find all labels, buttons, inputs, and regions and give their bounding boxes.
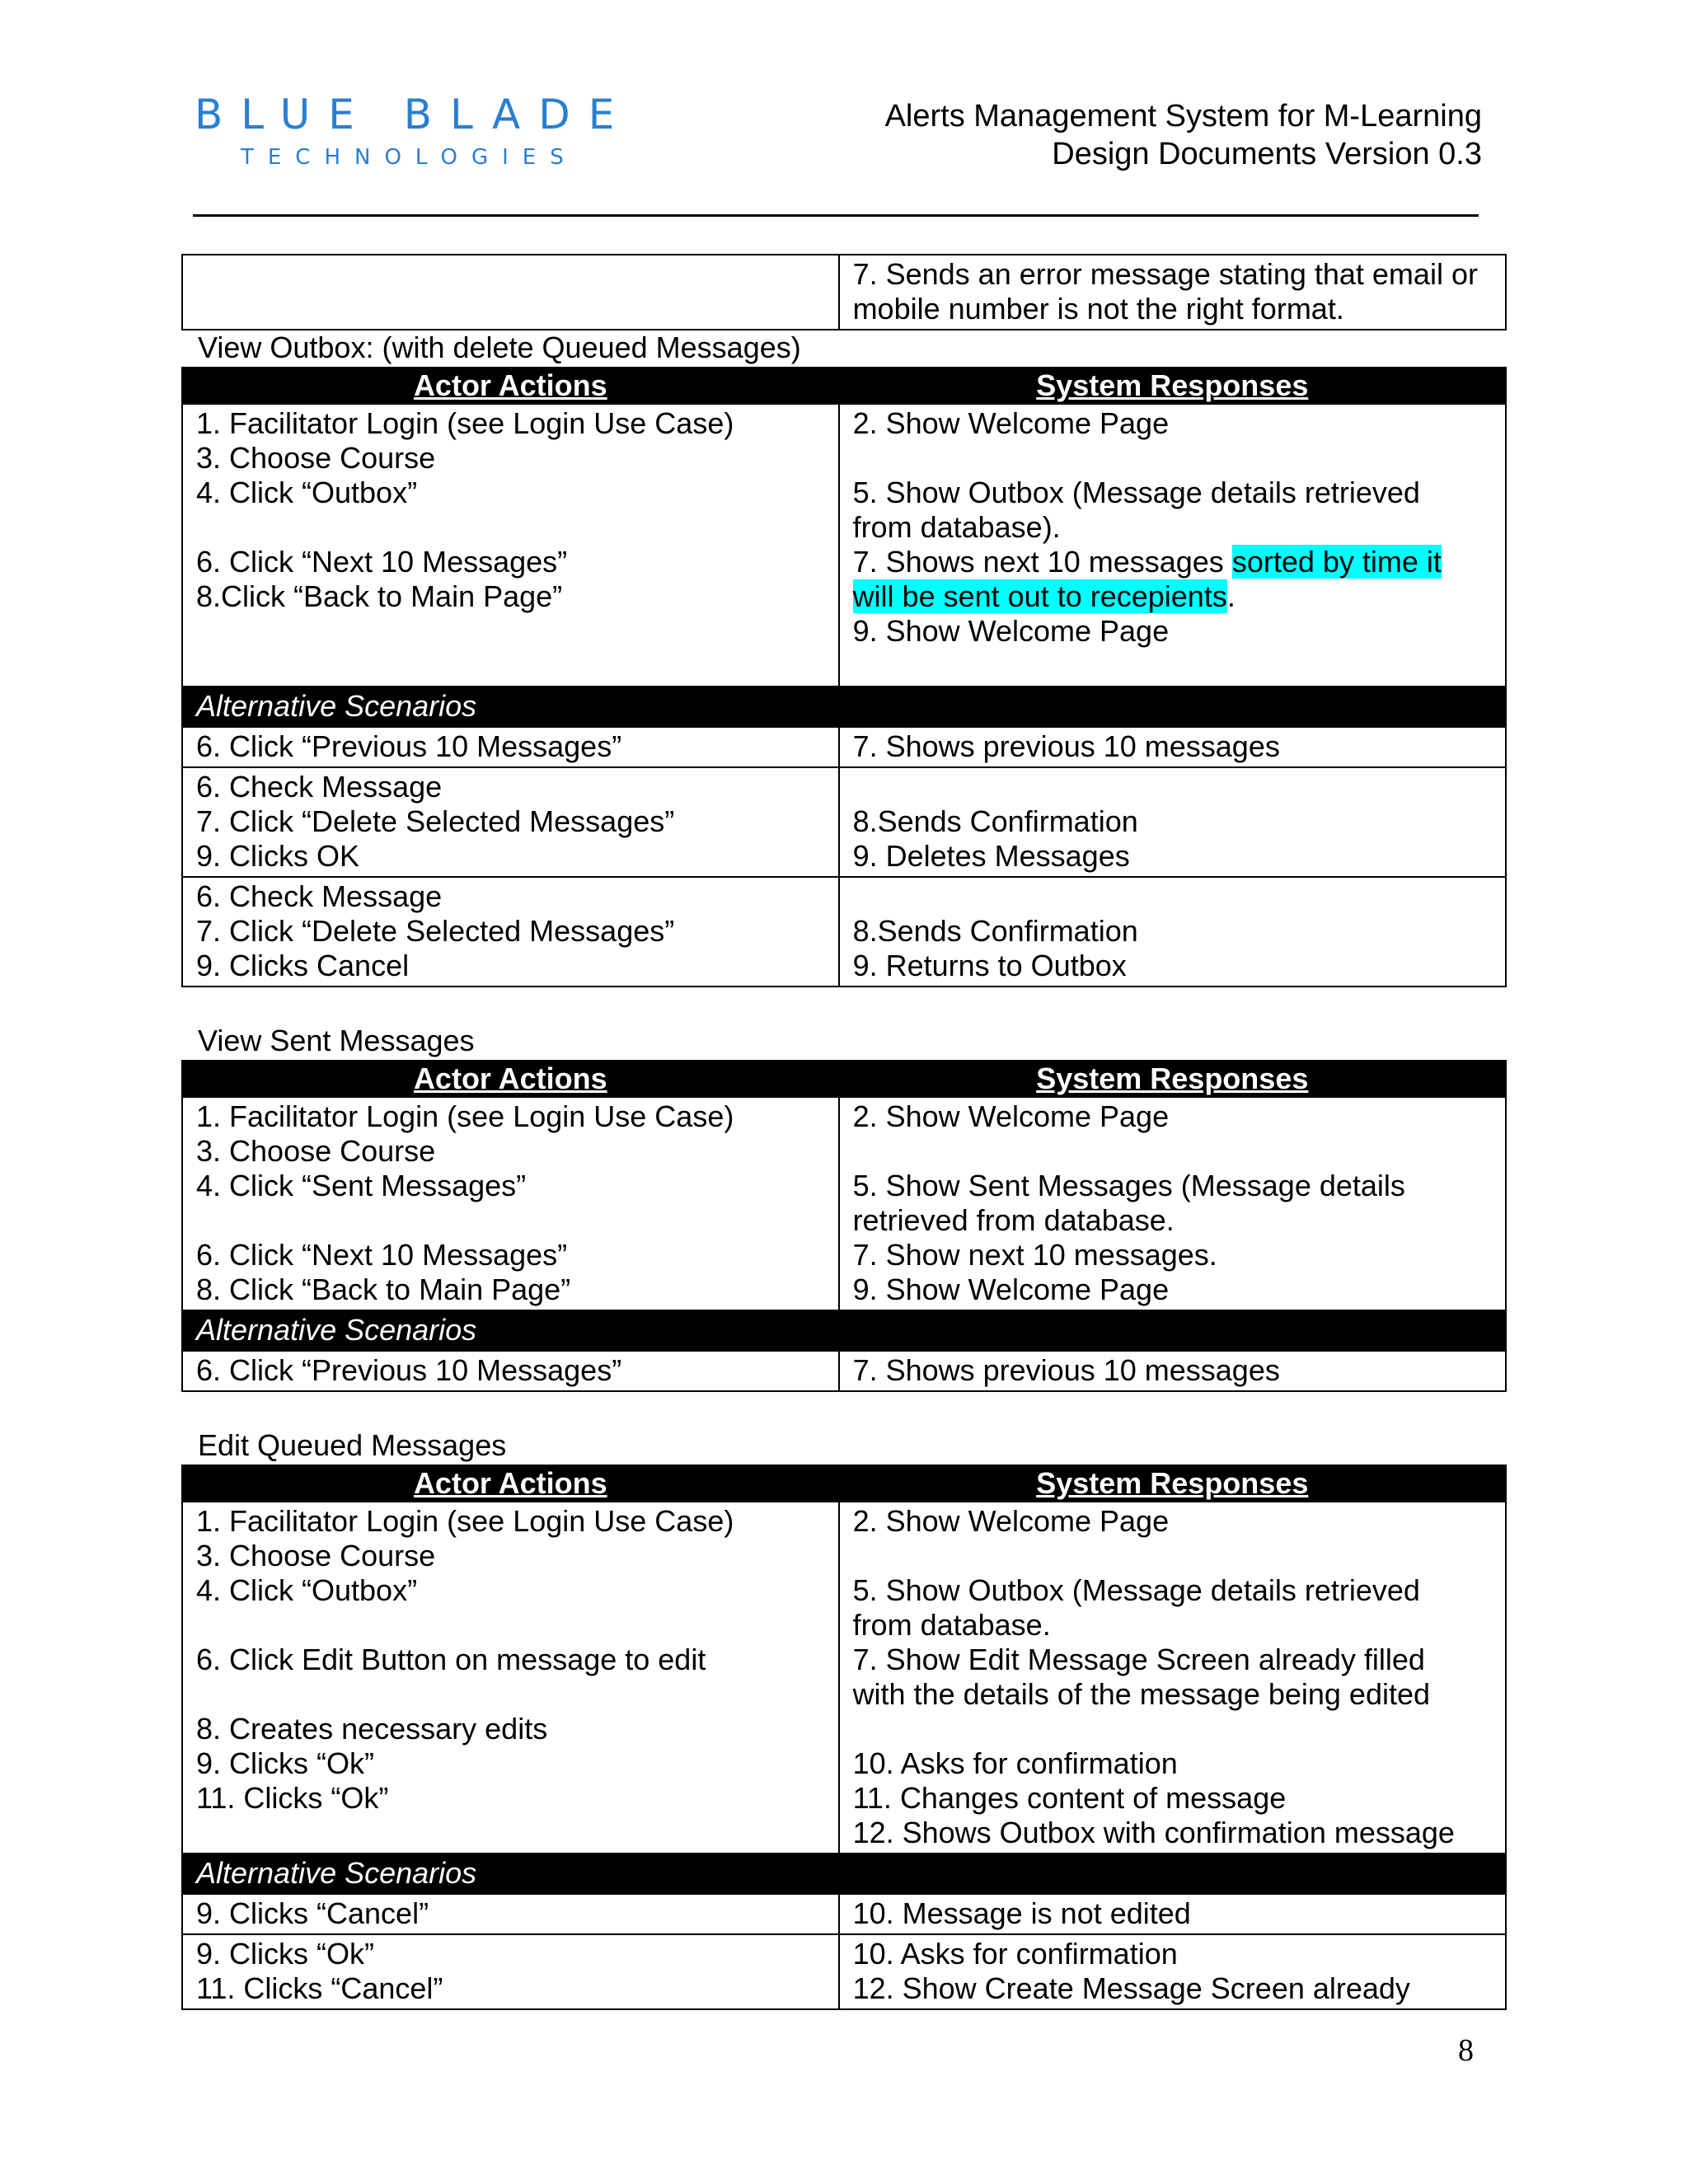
cell-line (196, 614, 825, 649)
actor-cell (182, 255, 839, 330)
table-row (182, 1097, 1506, 1310)
cell-line: 1. Facilitator Login (see Login Use Case) (196, 1504, 734, 1538)
cell-line: 2. Show Welcome Page (852, 1504, 1170, 1538)
system-cell (839, 1351, 1506, 1391)
cell-line: 4. Click “Sent Messages” (196, 1169, 527, 1202)
cell-line: 6. Check Message (196, 879, 443, 913)
cell-line: 11. Clicks “Ok” (196, 1781, 389, 1815)
cell-line: 10. Asks for confirmation (852, 1937, 1178, 1971)
cell-line: 4. Click “Outbox” (196, 1573, 418, 1607)
cell-line: 6. Check Message (196, 770, 443, 804)
cell-line (196, 649, 825, 683)
cell-line (196, 1816, 825, 1850)
cell-line: 8.Sends Confirmation (852, 804, 1138, 838)
table-row (182, 255, 1506, 330)
cell-line: 8.Click “Back to Main Page” (196, 579, 563, 613)
table-row (182, 1502, 1506, 1854)
line-text: . (1226, 579, 1236, 613)
alt-scenarios-label: Alternative Scenarios (182, 1854, 839, 1894)
alt-scenarios-label: Alternative Scenarios (182, 687, 839, 727)
cell-line (853, 1539, 1492, 1573)
actor-cell (182, 1097, 839, 1310)
cell-line: 10. Asks for confirmation (852, 1746, 1178, 1780)
continued-table (181, 254, 1507, 330)
cell-line: 9. Returns to Outbox (852, 949, 1127, 982)
section-caption-sent: View Sent Messages (198, 1024, 475, 1057)
cell-line (853, 649, 1492, 683)
cell-line: 6. Click “Next 10 Messages” (196, 545, 568, 579)
table-row (182, 1934, 1506, 2009)
page-number: 8 (1458, 2033, 1474, 2068)
cell-line: 5. Show Sent Messages (Message details (852, 1169, 1405, 1202)
table-row (182, 1894, 1506, 1934)
cell-line: 6. Click Edit Button on message to edit (196, 1643, 706, 1676)
cell-line: 9. Deletes Messages (852, 839, 1130, 873)
cell-line: 2. Show Welcome Page (852, 406, 1170, 440)
table-row (182, 404, 1506, 687)
alt-scenarios-blank (839, 1854, 1506, 1894)
cell-line: with the details of the message being edited (852, 1677, 1431, 1711)
actor-cell (182, 1934, 839, 2009)
cell-line: 9. Clicks “Ok” (196, 1746, 374, 1780)
cell-line: retrieved from database. (852, 1203, 1175, 1237)
title-line-1: Alerts Management System for M-Learning (884, 99, 1482, 134)
cell-line: 7. Show next 10 messages. (852, 1238, 1217, 1272)
cell-line: 8.Sends Confirmation (852, 914, 1138, 948)
cell-line (853, 1712, 1492, 1746)
section-caption-outbox: View Outbox: (with delete Queued Messages) (198, 330, 801, 364)
system-responses-header: System Responses (839, 1465, 1506, 1502)
cell-line: from database. (852, 1608, 1051, 1642)
alt-scenarios-row (182, 1310, 1506, 1351)
line-text: 7. Shows next 10 messages (852, 545, 1232, 579)
title-line-2: Design Documents Version 0.3 (1052, 137, 1482, 171)
system-cell (839, 1934, 1506, 2009)
cell-line: 6. Click “Previous 10 Messages” (196, 1353, 622, 1387)
column-header-row (182, 368, 1506, 404)
cell-line: 4. Click “Outbox” (196, 476, 418, 509)
highlighted-text: will be sent out to recepients (852, 579, 1227, 613)
system-cell (839, 255, 1506, 330)
actor-cell (182, 767, 839, 877)
cell-line: 9. Clicks “Cancel” (196, 1896, 429, 1930)
system-cell (839, 727, 1506, 767)
actor-actions-header: Actor Actions (182, 368, 839, 404)
table-row (182, 767, 1506, 877)
cell-line (853, 545, 1492, 579)
cell-line: 7. Sends an error message stating that email or (852, 257, 1478, 291)
system-cell (839, 1894, 1506, 1934)
system-responses-header: System Responses (839, 368, 1506, 404)
cell-line (196, 510, 825, 545)
cell-line: 7. Click “Delete Selected Messages” (196, 914, 675, 948)
column-header-row (182, 1465, 1506, 1502)
document-title (885, 97, 1482, 173)
cell-line: 11. Clicks “Cancel” (196, 1971, 443, 2005)
section-caption-edit: Edit Queued Messages (198, 1428, 507, 1462)
cell-line: 9. Show Welcome Page (852, 1272, 1170, 1306)
alt-scenarios-row (182, 1854, 1506, 1894)
cell-line: 10. Message is not edited (852, 1896, 1191, 1930)
cell-line (196, 1203, 825, 1238)
cell-line: 8. Click “Back to Main Page” (196, 1272, 571, 1306)
alt-scenarios-row (182, 687, 1506, 727)
cell-line (196, 1677, 825, 1712)
outbox-table (181, 367, 1507, 987)
cell-line: 7. Click “Delete Selected Messages” (196, 804, 675, 838)
cell-line: from database). (852, 510, 1061, 544)
cell-line: 2. Show Welcome Page (852, 1099, 1170, 1133)
logo-main-text: BLUE BLADE (195, 91, 633, 138)
table-row (182, 1351, 1506, 1391)
cell-line (853, 770, 1492, 804)
sent-messages-table (181, 1060, 1507, 1392)
actor-cell (182, 1502, 839, 1854)
actor-cell (182, 1351, 839, 1391)
cell-line: 12. Shows Outbox with confirmation message (852, 1816, 1455, 1849)
alt-scenarios-blank (839, 1310, 1506, 1351)
system-cell (839, 404, 1506, 687)
system-cell (839, 1502, 1506, 1854)
cell-line: 1. Facilitator Login (see Login Use Case) (196, 406, 734, 440)
actor-cell (182, 877, 839, 987)
cell-line (196, 1608, 825, 1643)
highlighted-text: sorted by time it (1231, 545, 1442, 579)
section-gap (181, 987, 1507, 1024)
cell-line (853, 1134, 1492, 1169)
document-body (181, 254, 1507, 2010)
cell-line: 11. Changes content of message (852, 1781, 1287, 1815)
header-rule (193, 214, 1479, 217)
cell-line: 8. Creates necessary edits (196, 1712, 548, 1746)
table-row (182, 727, 1506, 767)
alt-scenarios-label: Alternative Scenarios (182, 1310, 839, 1351)
cell-line: mobile number is not the right format. (852, 292, 1344, 326)
cell-line: 7. Show Edit Message Screen already filled (852, 1643, 1425, 1676)
system-responses-header: System Responses (839, 1061, 1506, 1097)
actor-cell (182, 727, 839, 767)
actor-actions-header: Actor Actions (182, 1465, 839, 1502)
system-cell (839, 767, 1506, 877)
cell-line: 5. Show Outbox (Message details retrieved (852, 476, 1420, 509)
alt-scenarios-blank (839, 687, 1506, 727)
cell-line: 3. Choose Course (196, 1539, 436, 1572)
cell-line: 6. Click “Previous 10 Messages” (196, 729, 622, 763)
logo-sub-text: TECHNOLOGIES (241, 145, 578, 170)
actor-cell (182, 1894, 839, 1934)
column-header-row (182, 1061, 1506, 1097)
cell-line: 9. Clicks “Ok” (196, 1937, 374, 1971)
cell-line (853, 579, 1492, 614)
cell-line: 6. Click “Next 10 Messages” (196, 1238, 568, 1272)
actor-actions-header: Actor Actions (182, 1061, 839, 1097)
section-gap (181, 1392, 1507, 1428)
cell-line: 9. Clicks OK (196, 839, 360, 873)
cell-line: 12. Show Create Message Screen already (852, 1971, 1410, 2005)
cell-line (853, 441, 1492, 476)
system-cell (839, 877, 1506, 987)
system-cell (839, 1097, 1506, 1310)
edit-queued-table (181, 1465, 1507, 2010)
cell-line: 3. Choose Course (196, 1134, 436, 1168)
actor-cell (182, 404, 839, 687)
cell-line: 1. Facilitator Login (see Login Use Case) (196, 1099, 734, 1133)
table-row (182, 877, 1506, 987)
cell-line (853, 879, 1492, 914)
cell-line: 9. Clicks Cancel (196, 949, 410, 982)
company-logo (195, 91, 633, 170)
cell-line: 7. Shows previous 10 messages (852, 729, 1280, 763)
cell-line: 5. Show Outbox (Message details retrieved (852, 1573, 1420, 1607)
cell-line: 3. Choose Course (196, 441, 436, 475)
cell-line: 7. Shows previous 10 messages (852, 1353, 1280, 1387)
cell-line: 9. Show Welcome Page (852, 614, 1170, 648)
